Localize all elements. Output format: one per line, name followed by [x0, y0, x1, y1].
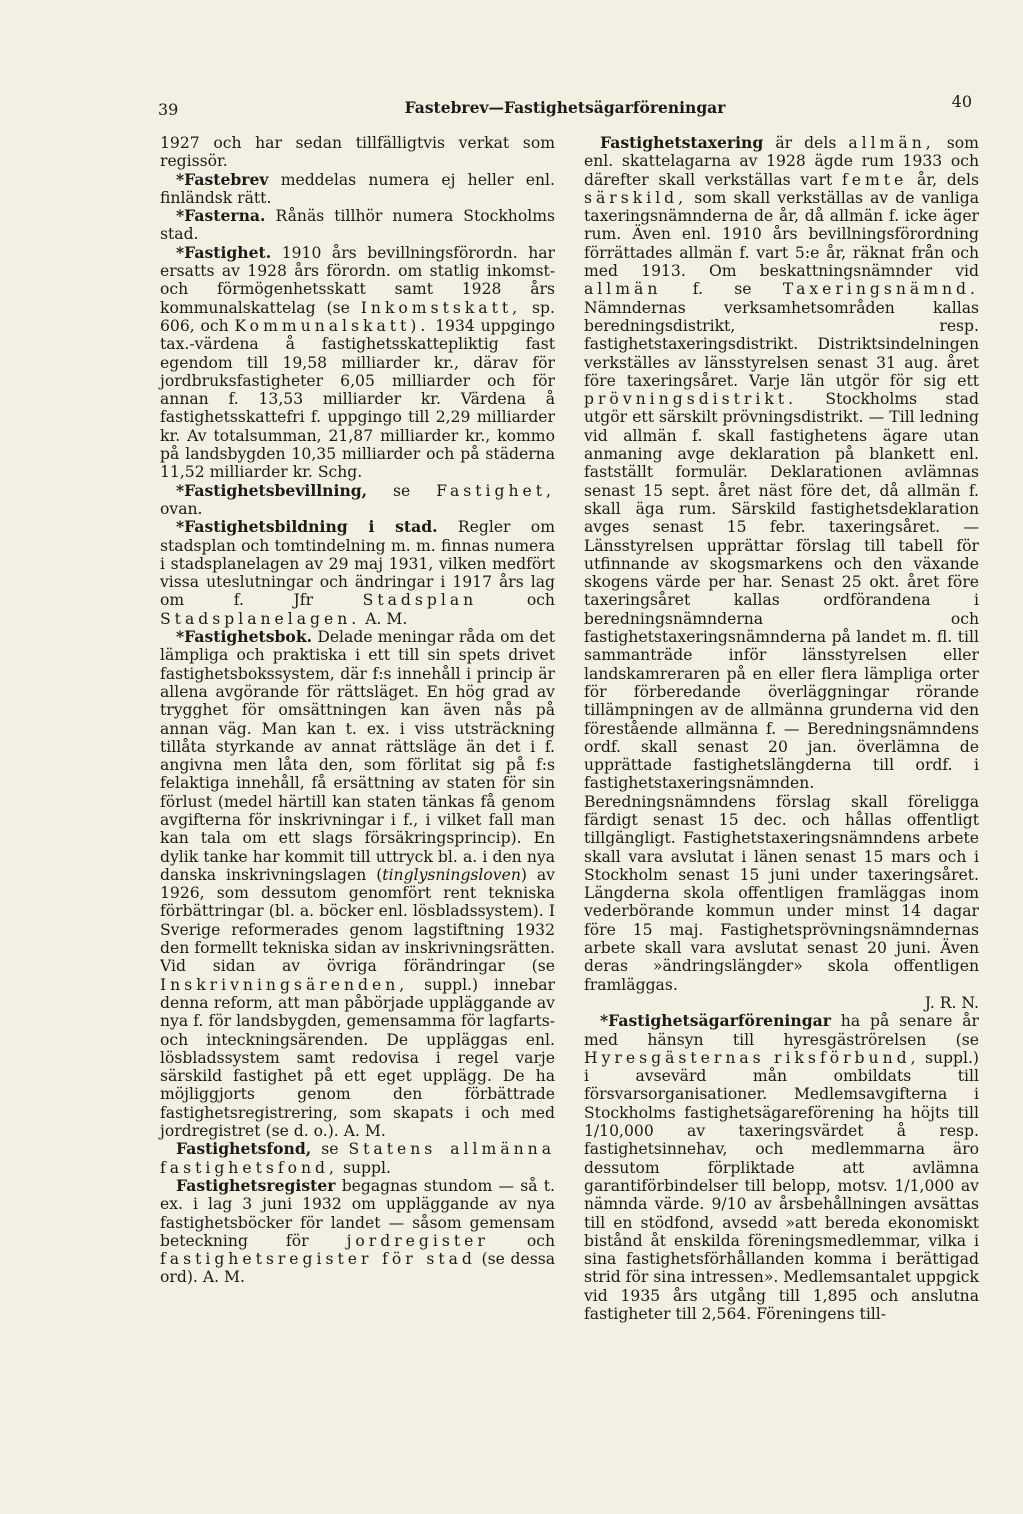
entry-text: se — [321, 1140, 339, 1159]
entry-text: suppl.) i avsevärd mån ombildats till försvarsorganisationer. Medlemsavgifterna i Stockholms fastighetsägareförening ha höjts till 1/10,000 av taxeringsvärdet å resp. fastighetsinnehav, och medlemmarna äro dessutom förpliktade att avlämna garantiförbindelser till belopp, motsv. 1/1,000 av nämnda värde. 9/10 av årsbehållningen avsättas till en stödfond, avsedd »att bereda ekonomiskt bistånd åt enskilda föreningsmedlemmar, vilka i sina fastighetsförhållanden komma i berättigad strid för sina intressen». Medlemsantalet uppgick vid 1935 års utgång till 1,895 och anslutna fastigheter till 2,564. Föreningens till- — [584, 1048, 979, 1323]
entry-fasterna — [160, 207, 555, 244]
cross-reference: fastighetsregister för stad — [160, 1250, 476, 1269]
cross-reference: prövningsdistrikt. — [584, 390, 798, 409]
entry-fastighetsregister — [160, 1177, 555, 1287]
lemma: Fastighetsregister — [176, 1175, 336, 1195]
page-number-right: 40 — [951, 92, 972, 111]
lemma: *Fastighetsägarföreningar — [600, 1011, 831, 1031]
entry-text: Rånäs tillhör numera Stockholms stad. — [160, 207, 555, 244]
spaced-term: allmän — [584, 280, 662, 299]
entry-text: ovan. — [160, 499, 203, 518]
entry-text: 1910 års bevillningsförordn. har ersatts av 1928 års förordn. om statlig inkomst- och förmögenhetsskatt samt 1928 års kommunalskattelag (se — [160, 243, 555, 317]
cross-reference: Fastighet, — [436, 481, 555, 500]
entry-text: suppl. — [342, 1158, 391, 1177]
entry-text: ha på senare år med hänsyn till hyresgäströrelsen (se — [584, 1012, 979, 1049]
entry-fastighetstaxering — [584, 134, 979, 1012]
entry-text: är dels — [775, 134, 837, 152]
entry-text: (se dessa ord). — [160, 1250, 555, 1287]
entry-fastighetsbok — [160, 628, 555, 1140]
entry-text: år, dels — [917, 170, 979, 189]
entry-text: f. se — [692, 280, 752, 299]
entry-text: och — [526, 591, 555, 610]
entry-fastighetsbildning — [160, 518, 555, 628]
lemma: *Fastebrev — [176, 169, 269, 189]
lemma: Fastighetsfond, — [176, 1139, 312, 1159]
cross-reference: Stadsplan — [362, 591, 478, 610]
entry-text: se — [393, 481, 411, 500]
entry-fastighetsbevillning — [160, 482, 555, 519]
entry-fastebrev — [160, 171, 555, 208]
entry-fastighet — [160, 244, 555, 482]
entry-text: Stockholms stad utgör ett särskilt prövningsdistrikt. — Till ledning vid allmän f. skall fastighetens ägare utan anmaning avge deklaration på blankett enl. fastställt formulär. Deklarationen avlämnas senast 15 sept. året näst före det, då allmän f. skall äga rum. Särskild fastighetsdeklaration avges senast 15 febr. taxeringsåret. — Länsstyrelsen upprättar förslag till tabell för utfinnande av skogsmarkens och den växande skogens värde per har. Senast 25 okt. året före taxeringsåret kallas ordförandena i beredningsnämnderna och fastighetstaxeringsnämnderna på landet m. fl. till sammanträde inför länsstyrelsen eller landskamreraren på en eller flera lämpliga orter för förberedande överläggningar rörande tillämpningen av de allmänna grunderna vid den förestående allmänna f. — Beredningsnämndens ordf. skall senast 20 jan. överlämna de upprättade fastighetslängderna till ordf. i fastighetstaxeringsnämnden. Beredningsnämndens förslag skall föreligga färdigt senast 15 dec. och hållas offentligt tillgängligt. Fastighetstaxeringsnämndens arbete skall vara avslutat i länen senast 15 mars och i Stockholm senast 15 juni under taxeringsåret. Längderna skola offentligen framläggas inom vederbörande kommun under minst 14 dagar före 15 maj. Fastighetsprövningsnämndernas arbete skall vara avslutat senast 20 juni. Även deras »ändringslängder» skola offentligen framläggas. — [584, 390, 979, 994]
entry-text: Regler om stadsplan och tomtindelning m. m. finnas numera i stadsplanelagen av 29 maj 1931, vilken medfört vissa uteslutningar och ändringar i 1917 års lag om f. Jfr — [160, 518, 555, 610]
lemma: *Fastighet. — [176, 242, 272, 262]
lemma: *Fastighetsbevillning, — [176, 480, 368, 500]
entry-text: Nämndernas verksamhetsområden kallas beredningsdistrikt, resp. fastighetstaxeringsdistrikt. Distriktsindelningen verkställes av länsstyrelsen senast 31 aug. året före taxeringsåret. Varje län utgör för sig ett — [584, 298, 979, 390]
page-header — [150, 92, 980, 122]
entry-text: begagnas stundom — så t. ex. i lag 3 juni 1932 om uppläggande av nya fastighetsböcker för landet — såsom gemensam beteckning för — [160, 1176, 555, 1250]
author-signature: A. M. — [202, 1268, 245, 1287]
author-signature: A. M. — [343, 1122, 386, 1141]
entry-text: suppl.) innebar denna reform, att man påbörjade uppläggande av nya f. för landsbygden, gemensamma för lagfarts- och inteckningsärenden. De uppläggas enl. lösbladssystem samt redovisa i regel varje särskild fastighet på ett eget upplägg. De ha möjliggjorts genom den förbättrade fastighetsregistrering, som skapats i och med jordregistret (se d. o.). — [160, 975, 555, 1141]
left-column — [160, 134, 555, 1287]
lemma: *Fastighetsbok. — [176, 627, 313, 647]
spaced-term: allmän, — [848, 134, 935, 152]
entry-text: som skall verkställas av de vanliga taxeringsnämnderna de år, då allmän f. icke äger rum. Även enl. 1910 års bevillningsförordning förrättades allmän f. vart 5:e år, räknat från och med 1913. Om beskattningsnämnder vid — [584, 188, 979, 281]
cross-reference: Hyresgästernas riksförbund, — [584, 1048, 920, 1067]
cross-reference: Inskrivningsärenden, — [160, 975, 409, 994]
cross-reference: Statens allmänna fastighetsfond, — [160, 1140, 555, 1177]
cross-reference: jordregister — [346, 1231, 489, 1250]
cross-reference: Inkomstskatt, — [360, 298, 522, 317]
paragraph: 1927 och har sedan tillfälligtvis verkat som regissör. — [160, 134, 555, 171]
entry-text: Delade meningar råda om det lämpliga och praktiska i ett till sin spets drivet fastighetsbokssystem, där f:s innehåll i princip är allena avgörande för rättsläget. En hög grad av trygghet för omsättningen kan även nås på annan väg. Man kan t. ex. i viss utsträckning tillåta styrkande av annat rättsläge än det i f. angivna men låta den, som förlitat sig på f:s felaktiga innehåll, få ersättning av staten för sin förlust (medel härtill kan staten tänkas få genom avgifterna för inskrivningar i f., i vilket fall man kan tala om ett slags försäkringsprincip). En dylik tanke har kommit till uttryck bl. a. i den nya danska inskrivningslagen ( — [160, 628, 555, 884]
author-signature: J. R. N. — [924, 993, 979, 1012]
cross-reference: Kommunalskatt). — [234, 316, 430, 335]
running-head: Fastebrev—Fastighetsägarföreningar — [404, 98, 726, 117]
author-signature: A. M. — [365, 609, 408, 628]
cross-reference: Stadsplanelagen. — [160, 609, 361, 628]
lemma: Fastighetstaxering — [600, 133, 764, 152]
right-column — [584, 134, 979, 1323]
lemma: *Fasterna. — [176, 206, 266, 226]
entry-fastighetsagarforeningar — [584, 1012, 979, 1323]
entry-text: ) av 1926, som dessutom genomfört rent tekniska förbättringar (bl. a. böcker enl. lösbladssystem). I Sverige reformerades genom lagstiftning 1932 den formellt tekniska sidan av inskrivningsrätten. Vid sidan av övriga förändringar (se — [160, 865, 555, 976]
cross-reference: Taxeringsnämnd. — [782, 280, 979, 299]
entry-text: som enl. skattelagarna av 1928 ägde rum 1933 och därefter skall verkställas vart — [584, 134, 979, 189]
lemma: *Fastighetsbildning i stad. — [176, 517, 438, 537]
spaced-term: särskild, — [584, 188, 688, 207]
spaced-term: femte — [842, 170, 908, 189]
page-number-left: 39 — [158, 100, 179, 119]
entry-text: sp. 606, och — [160, 298, 555, 335]
entry-text: och — [526, 1231, 555, 1250]
author-signature: Schg. — [317, 463, 363, 482]
entry-text: 1934 uppgingo tax.-värdena å fastighetsskattepliktig fast egendom till 19,58 milliarder kr., därav för jordbruksfastigheter 6,05 milliarder och för annan f. 13,53 milliarder kr. Värdena å fastighetsskattefri f. uppgingo till 2,29 milliarder kr. Av totalsumman, 21,87 milliarder kr., kommo på landsbygden 10,35 milliarder och på städerna 11,52 milliarder kr. — [160, 316, 555, 482]
entry-fastighetsfond — [160, 1140, 555, 1177]
entry-text: meddelas numera ej heller enl. finländsk rätt. — [160, 170, 555, 207]
italic-term: tinglysningsloven — [382, 865, 521, 884]
